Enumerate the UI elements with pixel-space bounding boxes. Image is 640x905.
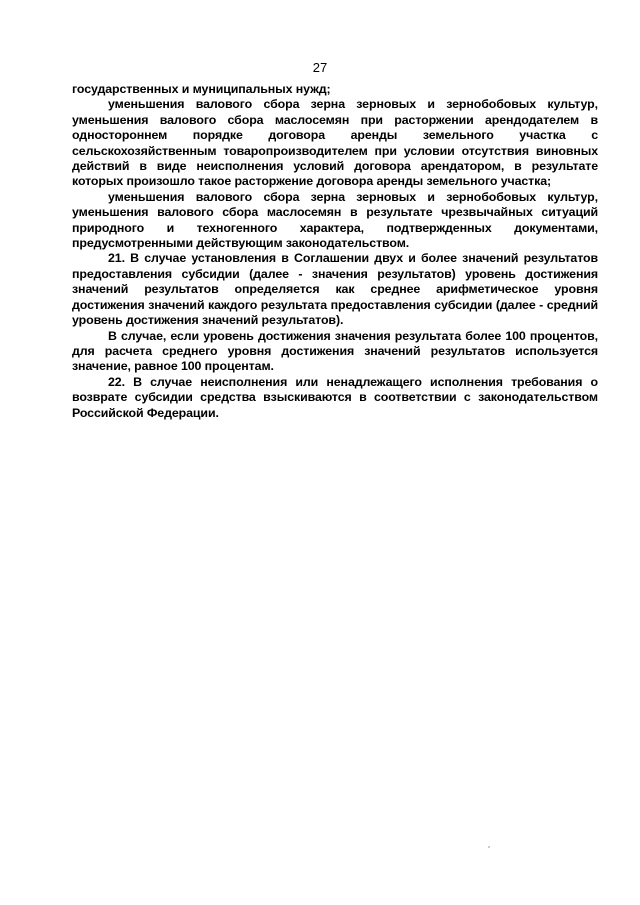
paragraph: уменьшения валового сбора зерна зерновых и зернобобовых культур, уменьшения валового сбора маслосемян в результате чрезвычайных ситуаций природного и техногенного характера, подтвержденных документами, предусмотренными действующим законодательством.	[72, 189, 598, 251]
paragraph: 21. В случае установления в Соглашении двух и более значений результатов предоставления субсидии (далее - значения результатов) уровень достижения значений результатов определяется как среднее арифметическое уровня достижения значений каждого результата предоставления субсидии (далее - средний уровень достижения значений результатов).	[72, 251, 598, 328]
paragraph: государственных и муниципальных нужд;	[72, 82, 331, 96]
scan-speck	[488, 846, 490, 848]
page-number: 27	[312, 60, 328, 75]
paragraph: 22. В случае неисполнения или ненадлежащего исполнения требования о возврате субсидии средства взыскиваются в соответствии с законодательством Российской Федерации.	[72, 374, 598, 420]
document-body	[72, 82, 598, 421]
paragraph: В случае, если уровень достижения значения результата более 100 процентов, для расчета среднего уровня достижения значений результатов используется значение, равное 100 процентам.	[72, 328, 598, 374]
paragraph: уменьшения валового сбора зерна зерновых и зернобобовых культур, уменьшения валового сбора маслосемян при расторжении арендодателем в одностороннем порядке договора аренды земельного участка с сельскохозяйственным товаропроизводителем при условии отсутствия виновных действий в виде неисполнения условий договора арендатором, в результате которых произошло такое расторжение договора аренды земельного участка;	[72, 97, 598, 189]
